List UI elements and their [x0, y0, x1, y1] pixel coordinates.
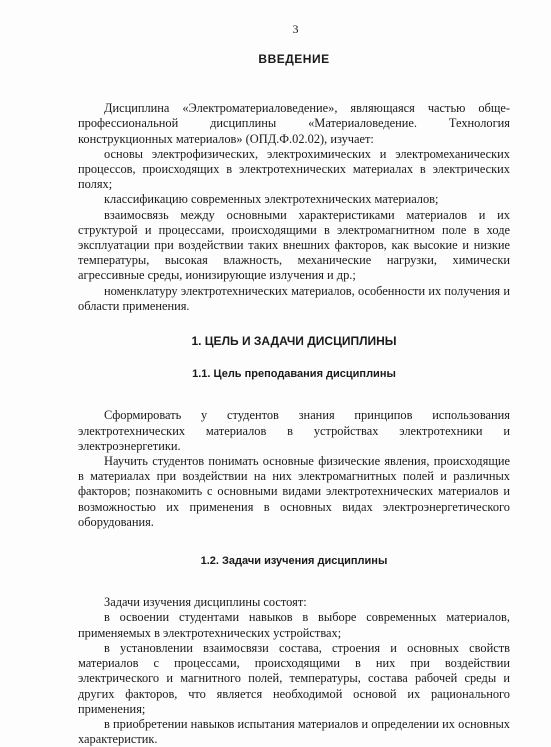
subsection-heading-tasks: 1.2. Задачи изучения дисциплины: [200, 555, 388, 568]
tasks-paragraph: в установлении взаимосвязи состава, строения и основных свойств материалов с процессами, происходящими в них при воздействии электрического и магнитного полей, температуры, состава рабочей среды и других факторов, что является необходимой основой их рационального применения;: [78, 640, 510, 716]
goal-paragraph: Сформировать у студентов знания принципов использования электротехнических материалов в устройствах электротехники и электроэнергетики.: [78, 408, 510, 453]
tasks-paragraph: в освоении студентами навыков в выборе современных материалов, применяемых в электротехнических устройствах;: [78, 610, 510, 640]
intro-paragraph: основы электрофизических, электрохимических и электромеханических процессов, происходящих в электротехнических материалах в электрических полях;: [78, 146, 510, 192]
section-heading: 1. ЦЕЛЬ И ЗАДАЧИ ДИСЦИПЛИНЫ: [191, 334, 397, 349]
subsection-heading-goal: 1.1. Цель преподавания дисциплины: [192, 368, 396, 381]
tasks-paragraph: Задачи изучения дисциплины состоят:: [104, 595, 307, 610]
goal-paragraph: Научить студентов понимать основные физические явления, происходящие в материалах при воздействии на них электромагнитных полей и различных факторов; познакомить с основными видами электротехнических материалов и возможностью их применения в основных видах электроэнергетического оборудования.: [78, 454, 510, 529]
page-number: 3: [292, 22, 299, 36]
intro-paragraph: взаимосвязь между основными характеристиками материалов и их структурой и процессами, происходящими в электромагнитном поле в ходе эксплуатации при воздействии таких внешних факторов, как высокие и низкие температуры, высокая влажность, механические нагрузки, химически агрессивные среды, ионизирующие излучения и др.;: [78, 207, 510, 283]
intro-paragraph: Дисциплина «Электроматериаловедение», являющаяся частью обще-профессиональной дисциплины «Материаловедение. Технология конструкционных материалов» (ОПД.Ф.02.02), изучает:: [78, 101, 510, 146]
tasks-paragraph: в приобретении навыков испытания материалов и определении их основных характеристик.: [78, 716, 510, 747]
intro-paragraph: номенклатуру электротехнических материалов, особенности их получения и области применения.: [78, 283, 510, 313]
document-body: [78, 52, 510, 747]
intro-paragraph: классификацию современных электротехнических материалов;: [104, 192, 439, 207]
intro-heading: ВВЕДЕНИЕ: [258, 52, 330, 66]
